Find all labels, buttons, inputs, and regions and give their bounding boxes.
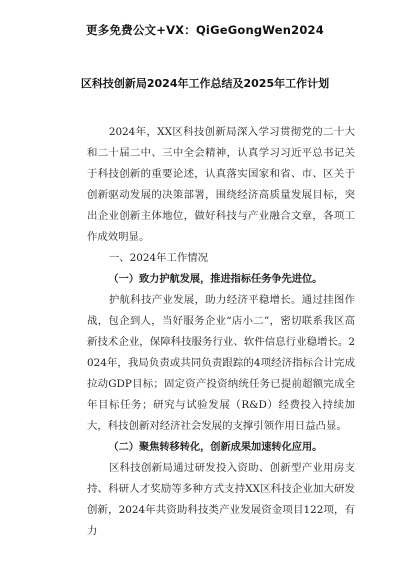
subsection-heading-2: （二）聚焦转移转化，创新成果加速转化应用。 xyxy=(108,442,323,453)
section-heading-1: 一、2024年工作情况 xyxy=(108,252,209,264)
body-paragraph-1: 护航科技产业发展，助力经济平稳增长。通过挂图作战，包企到人，当好服务企业“店小二”，密切联系我区高新技术企业，保障科技服务行业、软件信息行业稳增长。2024年，我局负责或共同负责跟踪的4项经济指标合计完成拉动GDP目标；固定资产投资纳统任务已提前超额完成全年目标任务；研究与试验发展（R&D）经费投入持续加大，科技创新对经济社会发展的支撑引领作用日益凸显。 xyxy=(87,294,355,432)
intro-paragraph: 2024年，XX区科技创新局深入学习贯彻党的二十大和二十届二中、三中全会精神，认真学习习近平总书记关于科技创新的重要论述，认真落实国家和省、市、区关于创新驱动发展的决策部署，围绕经济高质量发展目标，突出企业创新主体地位，做好科技与产业融合文章，各项工作成效明显。 xyxy=(87,126,355,243)
subsection-heading-1: （一）致力护航发展，推进指标任务争先进位。 xyxy=(108,274,323,285)
body-paragraph-2: 区科技创新局通过研发投入资助、创新型产业用房支持、科研人才奖励等多种方式支持XX区科技企业加大研发创新，2024年共资助科技类产业发展资金项目122项，有力 xyxy=(87,462,355,537)
document-body xyxy=(87,122,355,542)
promo-header: 更多免费公文+VX：QiGeGongWen2024 xyxy=(86,23,324,37)
document-title: 区科技创新局2024年工作总结及2025年工作计划 xyxy=(80,77,330,90)
